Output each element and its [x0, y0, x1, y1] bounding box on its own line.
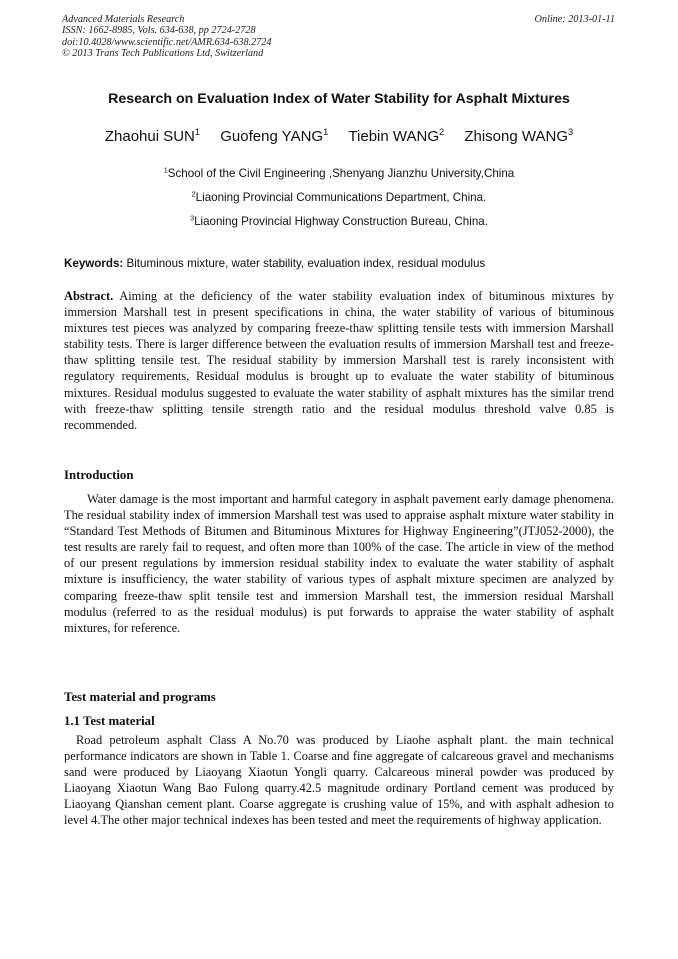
- author-affiliation-mark: 2: [439, 127, 445, 138]
- author-affiliation-mark: 1: [194, 127, 201, 138]
- affiliation-mark: 2: [191, 189, 196, 199]
- affiliation-mark: 1: [163, 165, 168, 175]
- affiliation-mark: 3: [190, 213, 195, 223]
- journal-header: [62, 14, 271, 60]
- author: [105, 128, 200, 145]
- author: [464, 128, 573, 145]
- issn-line: ISSN: 1662-8985, Vols. 634-638, pp 2724-2728: [62, 25, 256, 37]
- test-material-paragraph: Road petroleum asphalt Class A No.70 was produced by Liaohe asphalt plant. the main technical performance indicators are shown in Table 1. Coarse and fine aggregate of calcareous gravel and mechanisms sand were produced by Liaoyang Xiaotun Yongli quarry. Calcareous mineral powder was produced by Liaoyang Xiaotun Wang Bao Fulong quarry.42.5 magnitude ordinary Portland cement was produced by Liaoyang Qianshan cement plant. Coarse aggregate is crushing value of 15%, and with asphalt adhesion to level 4.The other major technical indexes has been tested and meet the requirements of highway application.: [64, 733, 614, 828]
- section-heading-introduction: Introduction: [64, 468, 134, 482]
- affiliation: [0, 167, 678, 180]
- author-affiliation-mark: 1: [323, 127, 329, 138]
- affiliation-text: School of the Civil Engineering ,Shenyang Jianzhu University,China: [167, 167, 515, 180]
- affiliation-text: Liaoning Provincial Highway Construction Bureau, China.: [194, 215, 488, 228]
- journal-name: Advanced Materials Research: [62, 14, 185, 25]
- subsection-heading: 1.1 Test material: [64, 714, 155, 728]
- author: [220, 128, 328, 145]
- author-affiliation-mark: 3: [567, 127, 574, 138]
- keywords: [64, 257, 614, 270]
- author: [348, 128, 444, 145]
- abstract-label: Abstract.: [64, 289, 114, 303]
- author-name: Guofeng YANG: [220, 128, 324, 145]
- doi-line: doi:10.4028/www.scientific.net/AMR.634-638.2724: [62, 36, 272, 48]
- copyright-line: © 2013 Trans Tech Publications Ltd, Switzerland: [62, 48, 264, 60]
- keywords-text: Bituminous mixture, water stability, evaluation index, residual modulus: [123, 257, 486, 270]
- online-date: Online: 2013-01-11: [534, 14, 615, 25]
- affiliation: [0, 215, 678, 228]
- affiliation-text: Liaoning Provincial Communications Department, China.: [195, 191, 487, 204]
- keywords-label: Keywords:: [64, 257, 124, 270]
- affiliation: [0, 191, 678, 204]
- introduction-paragraph: Water damage is the most important and harmful category in asphalt pavement early damage phenomena. The residual stability index of immersion Marshall test was used to appraise asphalt mixture water stability in “Standard Test Methods of Bitumen and Bituminous Mixtures for Highway Engineering”(JTJ052-2000), the test results are rarely fail to request, and often more than 100% of the case. The article in view of the method of our present regulations by immersion residual stability index to evaluate the water stability of asphalt mixture is insufficiency, the water stability of various types of asphalt mixture specimen are analyzed by comparing freeze-thaw split tensile test and immersion Marshall test, the immersion residual Marshall modulus (referred to as the residual modulus) is put forwards to appraise the water stability of asphalt mixtures, for reference.: [64, 492, 614, 635]
- paper-title: Research on Evaluation Index of Water Stability for Asphalt Mixtures: [108, 91, 570, 107]
- section-heading-test-material: Test material and programs: [64, 690, 216, 704]
- abstract-text: Aiming at the deficiency of the water stability evaluation index of bituminous mixtures by immersion Marshall test in present specifications in china, the water stability of various of bituminous mixtures test pieces was analyzed by comparing freeze-thaw splitting tensile tests with immersion Marshall stability tests. There is larger difference between the evaluation results of immersion Marshall test and freeze-thaw splitting tensile test. The residual stability by immersion Marshall test is rarely inconsistent with regulatory requirements, Residual modulus is brought up to evaluate the water stability of bituminous mixtures. Residual modulus suggested to evaluate the water stability of asphalt mixtures has the similar trend with freeze-thaw splitting tensile strength ratio and the residual modulus threshold valve 0.85 is recommended.: [64, 289, 614, 432]
- author-list: [0, 128, 678, 145]
- author-name: Zhaohui SUN: [104, 128, 195, 145]
- author-name: Tiebin WANG: [348, 128, 439, 145]
- author-name: Zhisong WANG: [464, 128, 568, 145]
- abstract: [64, 288, 614, 433]
